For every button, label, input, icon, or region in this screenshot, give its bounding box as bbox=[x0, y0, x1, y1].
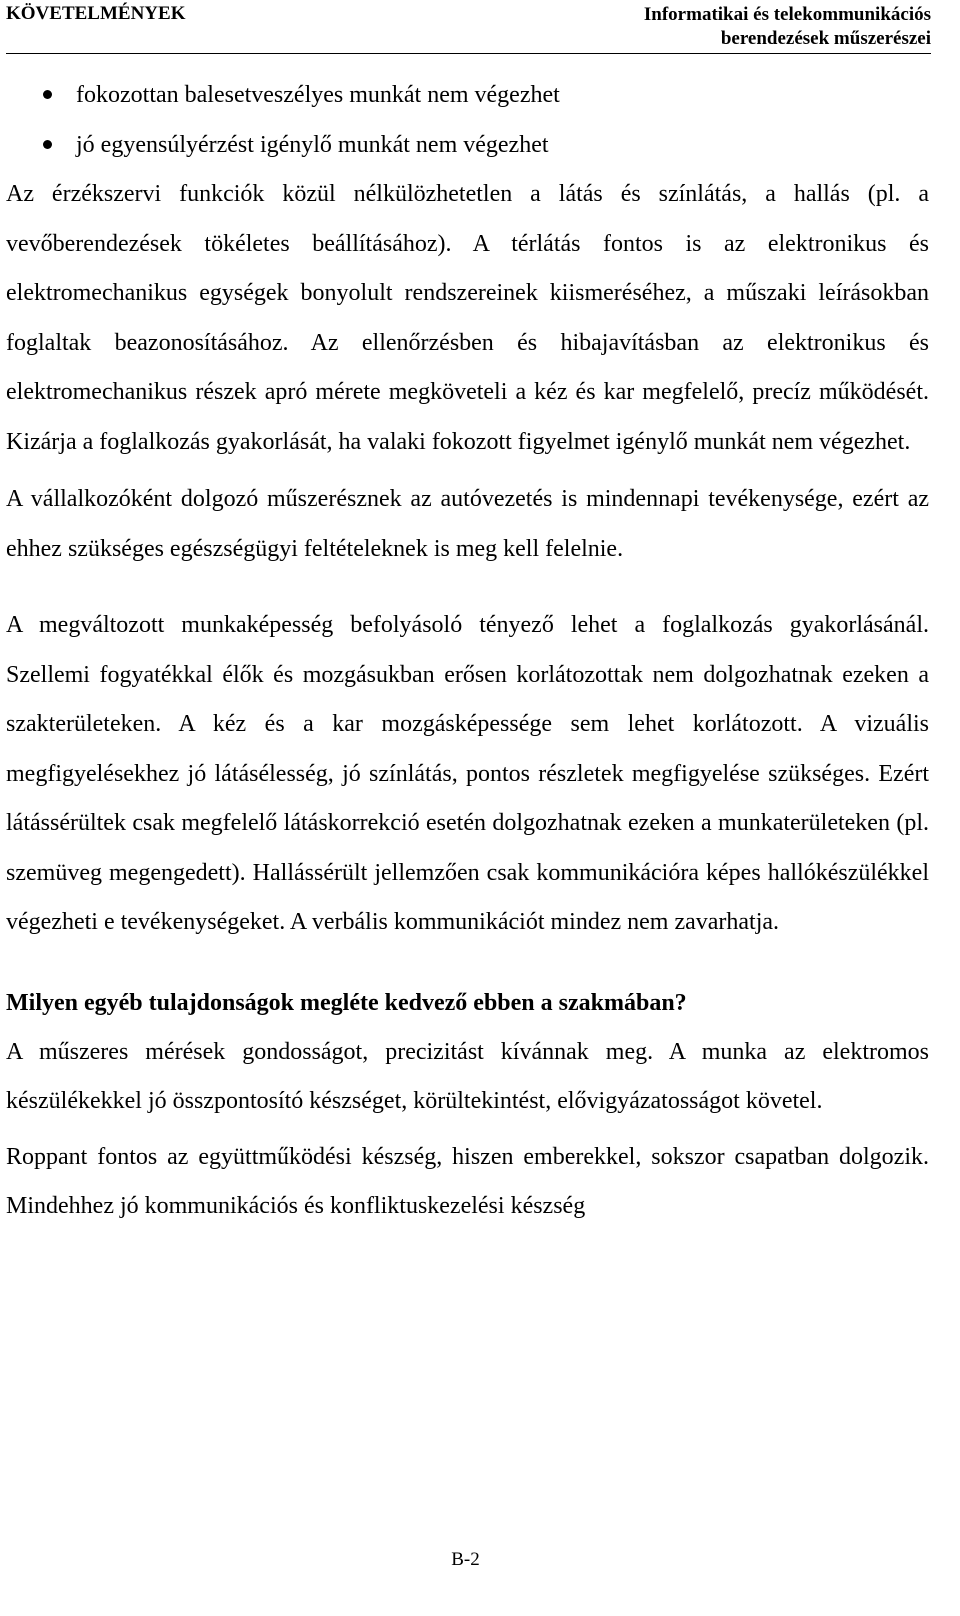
paragraph-sensory-functions: Az érzékszervi funkciók közül nélkülözhetetlen a látás és színlátás, a hallás (pl. a vevőberendezések tökéletes beállításához). A térlátás fontos is az elektronikus és elektromechanikus egységek bonyolult rendszereinek kiismeréséhez, a műszaki leírásokban foglaltak beazonosításához. Az ellenőrzésben és hibajavításban az elektronikus és elektromechanikus részek apró mérete megköveteli a kéz és kar megfelelő, precíz működését. Kizárja a foglalkozás gyakorlását, ha valaki fokozott figyelmet igénylő munkát nem végezhet. bbox=[6, 181, 929, 455]
bullet-list bbox=[6, 70, 929, 170]
header-title-line-2: berendezések műszerészei bbox=[720, 28, 931, 49]
section-heading: Milyen egyéb tulajdonságok megléte kedvező ebben a szakmában? bbox=[6, 989, 687, 1016]
paragraph-reduced-work-capacity: A megváltozott munkaképesség befolyásoló tényező lehet a foglalkozás gyakorlásánál. Szellemi fogyatékkal élők és mozgásukban erősen korlátozottak nem dolgozhatnak ezeken a szakterületeken. A kéz és a kar mozgásképessége sem lehet korlátozott. A vizuális megfigyelésekhez jó látásélesség, jó színlátás, pontos részletek megfigyelése szükséges. Ezért látássérültek csak megfelelő látáskorrekció esetén dolgozhatnak ezeken a munkaterületeken (pl. szemüveg megengedett). Hallássérült jellemzően csak kommunikációra képes hallókészülékkel végezheti e tevékenységeket. A verbális kommunikációt mindez nem zavarhatja. bbox=[6, 612, 929, 935]
bullet-icon bbox=[43, 140, 52, 149]
header-section-title: KÖVETELMÉNYEK bbox=[6, 3, 186, 24]
bullet-text: fokozottan balesetveszélyes munkát nem végezhet bbox=[76, 82, 560, 108]
page-number: B-2 bbox=[451, 1549, 480, 1570]
paragraph-driving: A vállalkozóként dolgozó műszerésznek az autóvezetés is mindennapi tevékenysége, ezért az ehhez szükséges egészségügyi feltételeknek is meg kell felelnie. bbox=[6, 486, 929, 562]
bullet-item bbox=[6, 120, 929, 170]
bullet-icon bbox=[43, 90, 52, 99]
page-body bbox=[6, 70, 929, 1232]
bullet-item bbox=[6, 70, 929, 120]
page-header bbox=[6, 0, 931, 54]
header-document-title bbox=[644, 3, 931, 51]
paragraph-cooperation: Roppant fontos az együttműködési készség, hiszen emberekkel, sokszor csapatban dolgozik. Mindehhez jó kommunikációs és konfliktuskezelési készség bbox=[6, 1143, 929, 1219]
paragraph-measurements: A műszeres mérések gondosságot, precizitást kívánnak meg. A munka az elektromos készülékekkel jó összpontosító készséget, körültekintést, elővigyázatosságot követel. bbox=[6, 1038, 929, 1114]
header-title-line-1: Informatikai és telekommunikációs bbox=[643, 4, 931, 25]
bullet-text: jó egyensúlyérzést igénylő munkát nem végezhet bbox=[76, 132, 549, 158]
